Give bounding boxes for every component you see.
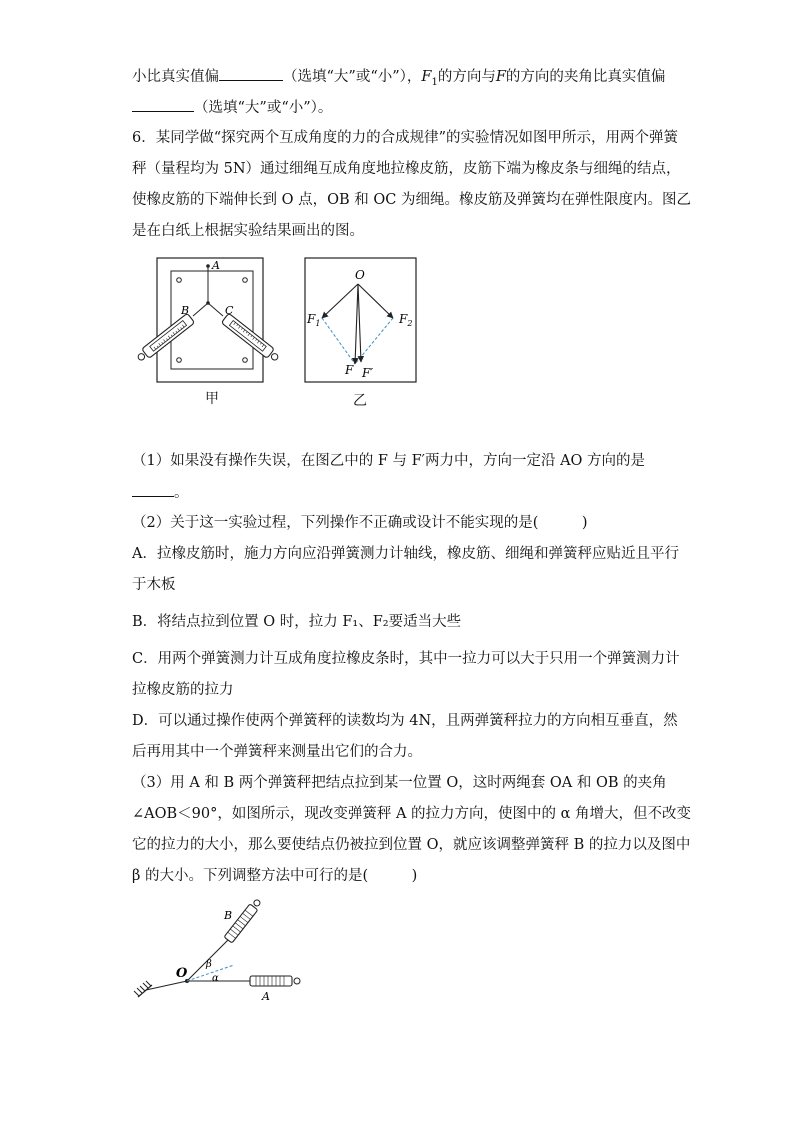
q6-line-4: 是在白纸上根据实验结果画出的图。 [132, 223, 364, 239]
label-b: B [224, 909, 233, 922]
pin [243, 278, 248, 283]
figure-jia [133, 254, 283, 386]
part3-line-3: 它的拉力的大小，那么要使结点仍被拉到位置 O，就应该调整弹簧秤 B 的拉力以及图中 [132, 837, 691, 853]
caption-jia: 甲 [205, 391, 219, 407]
figure-yi [303, 256, 418, 384]
spring-scale-c [221, 313, 281, 363]
option-d-line-1[interactable]: D．可以通过操作使两个弹簧秤的读数均为 4N，且两弹簧秤拉力的方向相互垂直，然 [132, 713, 678, 729]
label-beta: β [206, 959, 212, 970]
label-a: A [212, 259, 220, 272]
caption-yi: 乙 [353, 393, 367, 409]
dashed-line [322, 318, 355, 364]
label-a: A [262, 990, 270, 1003]
part3-line-4: β 的大小。下列调整方法中可行的是( ) [132, 868, 418, 884]
label-c: C [225, 304, 234, 317]
q6-line-3: 使橡皮筋的下端伸长到 O 点，OB 和 OC 为细绳。橡皮筋及弹簧均在弹性限度内。图乙 [132, 192, 691, 208]
option-a-line-1[interactable]: A．拉橡皮筋时，施力方向应沿弹簧测力计轴线，橡皮筋、细绳和弹簧秤应贴近且平行 [132, 546, 679, 562]
part2-stem: （2）关于这一实验过程，下列操作不正确或设计不能实现的是( ) [132, 515, 588, 531]
string-ob [193, 303, 208, 316]
vector-f1 [322, 284, 358, 318]
label-f2: $F_2$ [399, 312, 413, 328]
part3-line-2: ∠AOB＜90°，如图所示，现改变弹簧秤 A 的拉力方向，使图中的 α 角增大，但不改变 [132, 806, 692, 822]
label-f: F [345, 363, 354, 377]
intro-line-2: （选填“大”或“小”）。 [132, 97, 332, 118]
label-o: O [355, 268, 365, 282]
vector-f [355, 284, 358, 364]
spring-scale-a [250, 976, 300, 986]
pin [177, 278, 182, 283]
vector-f2 [358, 284, 393, 318]
answer-blank[interactable] [219, 66, 283, 81]
label-f1: $F_1$ [307, 312, 321, 328]
option-c-line-1[interactable]: C．用两个弹簧测力计互成角度拉橡皮条时，其中一拉力可以大于只用一个弹簧测力计 [132, 651, 680, 667]
answer-blank[interactable] [132, 97, 194, 112]
label-b: B [181, 304, 190, 317]
board-outer [157, 258, 263, 382]
intro-line-1: 小比真实值偏 （选填“大”或“小”），$F_1$的方向与F的方向的夹角比真实值偏 [132, 66, 665, 93]
option-c-line-2[interactable]: 拉橡皮筋的拉力 [132, 682, 234, 698]
answer-blank[interactable] [132, 482, 174, 497]
figure-spring-angles [130, 895, 310, 1013]
vector-f-prime [358, 284, 361, 362]
pin [177, 358, 182, 363]
option-d-line-2[interactable]: 后再用其中一个弹簧秤来测量出它们的合力。 [132, 744, 422, 760]
q6-line-2: 秤（量程均为 5N）通过细绳互成角度地拉橡皮筋，皮筋下端为橡皮条与细绳的结点， [132, 161, 681, 177]
part3-line-1: （3）用 A 和 B 两个弹簧秤把结点拉到某一位置 O，这时两绳套 OA 和 OB 的夹角 [132, 775, 667, 791]
string-oc [208, 303, 223, 316]
part1-line-1: （1）如果没有操作失误，在图乙中的 F 与 F′两力中，方向一定沿 AO 方向的是 [132, 453, 646, 469]
option-a-line-2[interactable]: 于木板 [132, 577, 176, 593]
part1-line-2: 。 [132, 482, 189, 503]
spring-scale-b [135, 313, 195, 363]
label-f-prime: F′ [362, 366, 374, 380]
label-alpha: α [212, 973, 219, 984]
pin [243, 358, 248, 363]
q6-line-1: 6．某同学做“探究两个互成角度的力的合成规律”的实验情况如图甲所示，用两个弹簧 [132, 130, 679, 146]
option-b[interactable]: B．将结点拉到位置 O 时，拉力 F₁、F₂要适当大些 [132, 614, 462, 630]
label-o: O [176, 966, 188, 981]
